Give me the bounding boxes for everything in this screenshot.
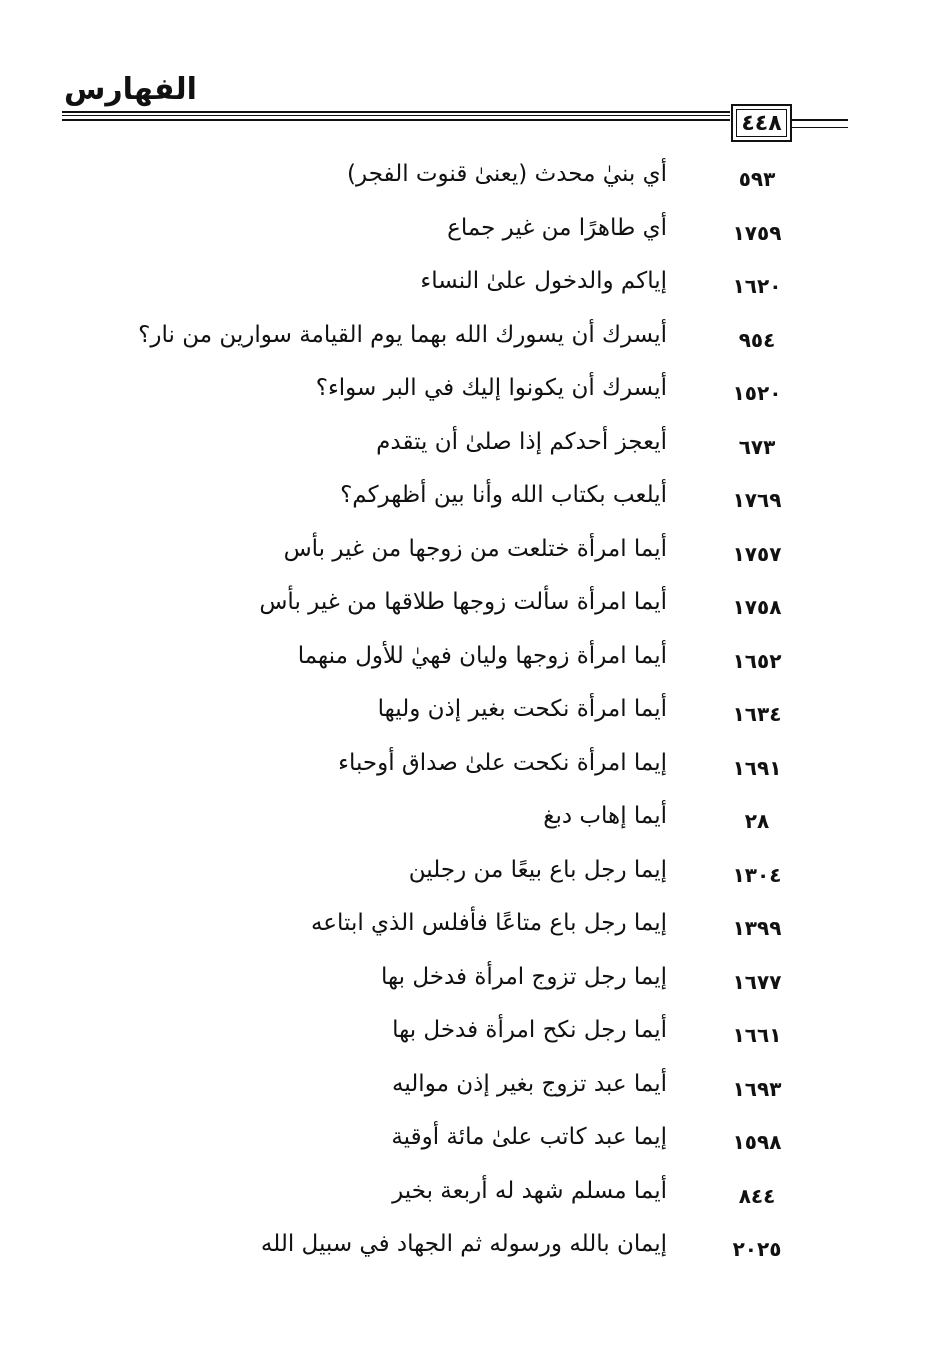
entry-number: ١٣٩٩ <box>732 916 782 940</box>
entry-text: إيما امرأة نكحت علىٰ صداق أوحباء <box>338 749 667 776</box>
entry-text: أيما امرأة ختلعت من زوجها من غير بأس <box>283 535 667 562</box>
entry-number: ٢٨ <box>744 809 770 833</box>
index-entries-list <box>0 157 932 1281</box>
entry-text: إيما رجل باع بيعًا من رجلين <box>408 856 667 883</box>
index-entry <box>0 425 932 479</box>
entry-number: ١٦٦١ <box>732 1023 782 1047</box>
entry-number: ١٧٥٩ <box>732 220 782 245</box>
index-entry <box>0 585 932 639</box>
entry-number: ١٦٣٤ <box>732 702 782 726</box>
entry-number: ١٧٦٩ <box>732 488 782 512</box>
entry-text: أيما رجل نكح امرأة فدخل بها <box>392 1017 667 1043</box>
entry-text: إيمان بالله ورسوله ثم الجهاد في سبيل الله <box>260 1231 667 1257</box>
entry-number: ١٥٢٠ <box>732 381 782 405</box>
index-entry <box>0 532 932 586</box>
index-entry <box>0 799 932 853</box>
index-entry <box>0 906 932 960</box>
index-entry <box>0 746 932 800</box>
entry-number: ١٦٩١ <box>732 755 782 780</box>
index-entry <box>0 692 932 746</box>
entry-text: إياكم والدخول علىٰ النساء <box>420 268 667 294</box>
entry-text: أيما إهاب دبغ <box>543 803 667 829</box>
entry-text: أيما امرأة زوجها وليان فهيٰ للأول منهما <box>297 642 667 669</box>
entry-number: ١٦٢٠ <box>732 274 782 298</box>
index-entry <box>0 318 932 372</box>
header-rule-right <box>792 119 848 128</box>
entry-text: أي بنيٰ محدث (يعنىٰ قنوت الفجر) <box>347 161 667 187</box>
entry-text: أيما عبد تزوج بغير إذن مواليه <box>392 1070 667 1097</box>
entry-number: ٥٩٣ <box>738 167 776 191</box>
entry-text: إيما عبد كاتب علىٰ مائة أوقية <box>391 1124 667 1150</box>
index-entry <box>0 157 932 211</box>
entry-text: أيلعب بكتاب الله وأنا بين أظهركم؟ <box>340 482 667 508</box>
entry-number: ١٣٠٤ <box>732 862 782 887</box>
index-entry <box>0 264 932 318</box>
index-entry <box>0 1013 932 1067</box>
index-entry <box>0 1120 932 1174</box>
index-entry <box>0 639 932 693</box>
entry-text: أيما امرأة سألت زوجها طلاقها من غير بأس <box>259 589 667 615</box>
entry-number: ٩٥٤ <box>738 327 776 352</box>
entry-text: أيما امرأة نكحت بغير إذن وليها <box>377 696 667 722</box>
entry-number: ١٥٩٨ <box>732 1130 782 1154</box>
entry-text: إيما رجل باع متاعًا فأفلس الذي ابتاعه <box>310 910 667 936</box>
index-entry <box>0 1067 932 1121</box>
running-header-title: الفهارس <box>64 72 197 107</box>
index-entry <box>0 1227 932 1281</box>
index-entry <box>0 211 932 265</box>
header-rule-left <box>62 111 730 121</box>
entry-number: ٢٠٢٥ <box>732 1237 782 1261</box>
entry-text: أيسرك أن يكونوا إليك في البر سواء؟ <box>315 375 667 401</box>
entry-number: ١٦٧٧ <box>732 969 782 994</box>
entry-text: أيما مسلم شهد له أربعة بخير <box>392 1177 667 1204</box>
index-entry <box>0 478 932 532</box>
index-entry <box>0 1174 932 1228</box>
entry-text: أي طاهرًا من غير جماع <box>447 214 667 241</box>
index-entry <box>0 853 932 907</box>
index-entry <box>0 960 932 1014</box>
entry-number: ١٦٥٢ <box>732 648 782 673</box>
index-entry <box>0 371 932 425</box>
entry-number: ٦٧٣ <box>738 434 776 459</box>
entry-number: ١٦٩٣ <box>732 1076 782 1101</box>
entry-text: إيما رجل تزوج امرأة فدخل بها <box>381 963 667 990</box>
entry-number: ١٧٥٨ <box>732 595 782 619</box>
entry-text: أيعجز أحدكم إذا صلىٰ أن يتقدم <box>376 428 667 455</box>
entry-text: أيسرك أن يسورك الله بهما يوم القيامة سوارين من نار؟ <box>138 321 667 348</box>
entry-number: ١٧٥٧ <box>732 541 782 566</box>
entry-number: ٨٤٤ <box>738 1183 776 1208</box>
page-number: ٤٤٨ <box>731 104 792 142</box>
